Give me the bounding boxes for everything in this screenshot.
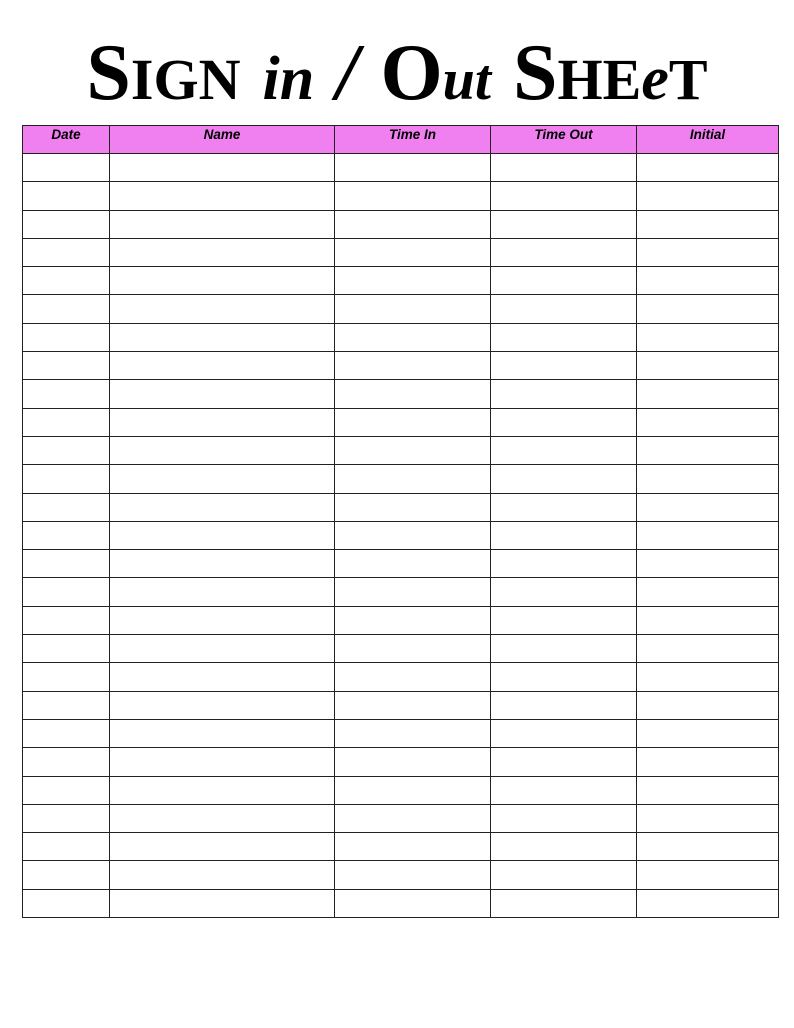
cell-date[interactable] xyxy=(23,380,110,408)
cell-date[interactable] xyxy=(23,550,110,578)
title-letter: O xyxy=(380,29,443,117)
cell-initial[interactable] xyxy=(637,323,779,351)
cell-time-in[interactable] xyxy=(335,408,491,436)
table-row xyxy=(23,719,779,747)
cell-time-in[interactable] xyxy=(335,578,491,606)
cell-name[interactable] xyxy=(110,804,335,832)
cell-date[interactable] xyxy=(23,493,110,521)
cell-name[interactable] xyxy=(110,352,335,380)
table-row xyxy=(23,323,779,351)
table-row xyxy=(23,804,779,832)
cell-date[interactable] xyxy=(23,833,110,861)
cell-date[interactable] xyxy=(23,465,110,493)
cell-initial[interactable] xyxy=(637,493,779,521)
cell-date[interactable] xyxy=(23,154,110,182)
cell-initial[interactable] xyxy=(637,436,779,464)
cell-initial[interactable] xyxy=(637,889,779,917)
cell-name[interactable] xyxy=(110,380,335,408)
cell-time-in[interactable] xyxy=(335,295,491,323)
cell-time-out[interactable] xyxy=(491,833,637,861)
title-word-sign xyxy=(86,28,240,125)
table-row xyxy=(23,493,779,521)
cell-initial[interactable] xyxy=(637,663,779,691)
cell-date[interactable] xyxy=(23,635,110,663)
cell-time-in[interactable] xyxy=(335,380,491,408)
table-row xyxy=(23,550,779,578)
cell-time-in[interactable] xyxy=(335,635,491,663)
cell-time-in[interactable] xyxy=(335,889,491,917)
cell-time-out[interactable] xyxy=(491,436,637,464)
title-letters: e xyxy=(641,45,669,113)
cell-name[interactable] xyxy=(110,465,335,493)
cell-time-in[interactable] xyxy=(335,804,491,832)
table-row xyxy=(23,663,779,691)
table-row xyxy=(23,295,779,323)
cell-time-in[interactable] xyxy=(335,323,491,351)
cell-initial[interactable] xyxy=(637,833,779,861)
cell-date[interactable] xyxy=(23,352,110,380)
title-letters: IGN xyxy=(130,47,241,112)
title-letters: ut xyxy=(442,47,492,112)
cell-date[interactable] xyxy=(23,521,110,549)
cell-time-out[interactable] xyxy=(491,267,637,295)
cell-time-in[interactable] xyxy=(335,352,491,380)
cell-name[interactable] xyxy=(110,606,335,634)
cell-name[interactable] xyxy=(110,436,335,464)
cell-time-out[interactable] xyxy=(491,804,637,832)
cell-initial[interactable] xyxy=(637,352,779,380)
title-word-out xyxy=(380,28,491,125)
table-row xyxy=(23,833,779,861)
table-row xyxy=(23,635,779,663)
cell-date[interactable] xyxy=(23,238,110,266)
cell-time-out[interactable] xyxy=(491,210,637,238)
cell-time-in[interactable] xyxy=(335,267,491,295)
column-header-initial: Initial xyxy=(637,126,779,154)
table-row xyxy=(23,380,779,408)
cell-time-out[interactable] xyxy=(491,861,637,889)
cell-date[interactable] xyxy=(23,323,110,351)
cell-date[interactable] xyxy=(23,267,110,295)
cell-date[interactable] xyxy=(23,748,110,776)
title-word-in xyxy=(262,28,314,124)
cell-name[interactable] xyxy=(110,663,335,691)
sign-in-out-table xyxy=(22,125,779,918)
cell-date[interactable] xyxy=(23,663,110,691)
cell-time-out[interactable] xyxy=(491,521,637,549)
column-header-date: Date xyxy=(23,126,110,154)
cell-date[interactable] xyxy=(23,578,110,606)
cell-initial[interactable] xyxy=(637,267,779,295)
cell-time-in[interactable] xyxy=(335,238,491,266)
table-row xyxy=(23,352,779,380)
cell-time-out[interactable] xyxy=(491,352,637,380)
table-body xyxy=(23,154,779,918)
cell-time-out[interactable] xyxy=(491,182,637,210)
cell-date[interactable] xyxy=(23,295,110,323)
cell-name[interactable] xyxy=(110,833,335,861)
cell-initial[interactable] xyxy=(637,295,779,323)
cell-name[interactable] xyxy=(110,635,335,663)
cell-date[interactable] xyxy=(23,182,110,210)
cell-time-out[interactable] xyxy=(491,154,637,182)
sheet-title xyxy=(0,28,794,118)
cell-initial[interactable] xyxy=(637,465,779,493)
cell-time-in[interactable] xyxy=(335,182,491,210)
table-row xyxy=(23,776,779,804)
cell-name[interactable] xyxy=(110,493,335,521)
cell-name[interactable] xyxy=(110,267,335,295)
table-row xyxy=(23,521,779,549)
cell-date[interactable] xyxy=(23,804,110,832)
cell-time-out[interactable] xyxy=(491,408,637,436)
table-row xyxy=(23,465,779,493)
cell-initial[interactable] xyxy=(637,635,779,663)
table-row xyxy=(23,748,779,776)
cell-time-in[interactable] xyxy=(335,833,491,861)
table-row xyxy=(23,408,779,436)
cell-time-out[interactable] xyxy=(491,635,637,663)
cell-date[interactable] xyxy=(23,606,110,634)
table-row xyxy=(23,606,779,634)
cell-initial[interactable] xyxy=(637,804,779,832)
cell-initial[interactable] xyxy=(637,238,779,266)
cell-date[interactable] xyxy=(23,889,110,917)
cell-date[interactable] xyxy=(23,776,110,804)
cell-time-in[interactable] xyxy=(335,465,491,493)
cell-time-in[interactable] xyxy=(335,748,491,776)
title-letters: T xyxy=(668,47,708,112)
cell-time-out[interactable] xyxy=(491,238,637,266)
cell-time-out[interactable] xyxy=(491,719,637,747)
cell-time-out[interactable] xyxy=(491,465,637,493)
cell-name[interactable] xyxy=(110,154,335,182)
cell-time-out[interactable] xyxy=(491,550,637,578)
cell-initial[interactable] xyxy=(637,154,779,182)
cell-date[interactable] xyxy=(23,691,110,719)
table-row xyxy=(23,182,779,210)
cell-initial[interactable] xyxy=(637,521,779,549)
cell-name[interactable] xyxy=(110,210,335,238)
table-row xyxy=(23,578,779,606)
cell-initial[interactable] xyxy=(637,578,779,606)
cell-time-in[interactable] xyxy=(335,521,491,549)
cell-date[interactable] xyxy=(23,719,110,747)
cell-time-out[interactable] xyxy=(491,380,637,408)
cell-time-out[interactable] xyxy=(491,748,637,776)
cell-name[interactable] xyxy=(110,408,335,436)
cell-initial[interactable] xyxy=(637,861,779,889)
cell-name[interactable] xyxy=(110,691,335,719)
cell-time-out[interactable] xyxy=(491,493,637,521)
title-letters: HE xyxy=(557,47,642,112)
cell-time-out[interactable] xyxy=(491,578,637,606)
cell-time-out[interactable] xyxy=(491,295,637,323)
cell-initial[interactable] xyxy=(637,719,779,747)
cell-name[interactable] xyxy=(110,550,335,578)
cell-name[interactable] xyxy=(110,889,335,917)
cell-name[interactable] xyxy=(110,182,335,210)
cell-time-in[interactable] xyxy=(335,861,491,889)
cell-name[interactable] xyxy=(110,578,335,606)
cell-time-in[interactable] xyxy=(335,776,491,804)
cell-time-out[interactable] xyxy=(491,776,637,804)
table-row xyxy=(23,861,779,889)
header-row xyxy=(23,126,779,154)
title-word-sheet xyxy=(513,28,708,125)
cell-name[interactable] xyxy=(110,323,335,351)
title-letters: / xyxy=(336,29,359,117)
cell-initial[interactable] xyxy=(637,748,779,776)
cell-time-in[interactable] xyxy=(335,691,491,719)
table-row xyxy=(23,238,779,266)
cell-name[interactable] xyxy=(110,719,335,747)
table-row xyxy=(23,154,779,182)
title-slash xyxy=(336,28,358,118)
cell-name[interactable] xyxy=(110,776,335,804)
cell-name[interactable] xyxy=(110,748,335,776)
table-row xyxy=(23,436,779,464)
cell-time-in[interactable] xyxy=(335,663,491,691)
cell-name[interactable] xyxy=(110,521,335,549)
cell-time-out[interactable] xyxy=(491,323,637,351)
cell-time-in[interactable] xyxy=(335,154,491,182)
cell-time-out[interactable] xyxy=(491,691,637,719)
cell-name[interactable] xyxy=(110,861,335,889)
cell-initial[interactable] xyxy=(637,182,779,210)
column-header-time-in: Time In xyxy=(335,126,491,154)
cell-name[interactable] xyxy=(110,295,335,323)
cell-time-in[interactable] xyxy=(335,550,491,578)
cell-time-in[interactable] xyxy=(335,606,491,634)
cell-initial[interactable] xyxy=(637,380,779,408)
title-letter: S xyxy=(86,29,131,117)
column-header-name: Name xyxy=(110,126,335,154)
cell-time-in[interactable] xyxy=(335,436,491,464)
cell-initial[interactable] xyxy=(637,776,779,804)
cell-time-in[interactable] xyxy=(335,493,491,521)
column-header-time-out: Time Out xyxy=(491,126,637,154)
title-letters: in xyxy=(262,45,315,113)
cell-initial[interactable] xyxy=(637,408,779,436)
cell-time-out[interactable] xyxy=(491,606,637,634)
table-row xyxy=(23,691,779,719)
cell-time-out[interactable] xyxy=(491,889,637,917)
cell-initial[interactable] xyxy=(637,691,779,719)
cell-date[interactable] xyxy=(23,861,110,889)
cell-date[interactable] xyxy=(23,436,110,464)
cell-name[interactable] xyxy=(110,238,335,266)
cell-initial[interactable] xyxy=(637,606,779,634)
cell-initial[interactable] xyxy=(637,210,779,238)
cell-time-in[interactable] xyxy=(335,719,491,747)
title-letter: S xyxy=(513,29,558,117)
cell-time-out[interactable] xyxy=(491,663,637,691)
cell-date[interactable] xyxy=(23,408,110,436)
table-row xyxy=(23,267,779,295)
cell-initial[interactable] xyxy=(637,550,779,578)
cell-date[interactable] xyxy=(23,210,110,238)
cell-time-in[interactable] xyxy=(335,210,491,238)
table-row xyxy=(23,889,779,917)
table-row xyxy=(23,210,779,238)
